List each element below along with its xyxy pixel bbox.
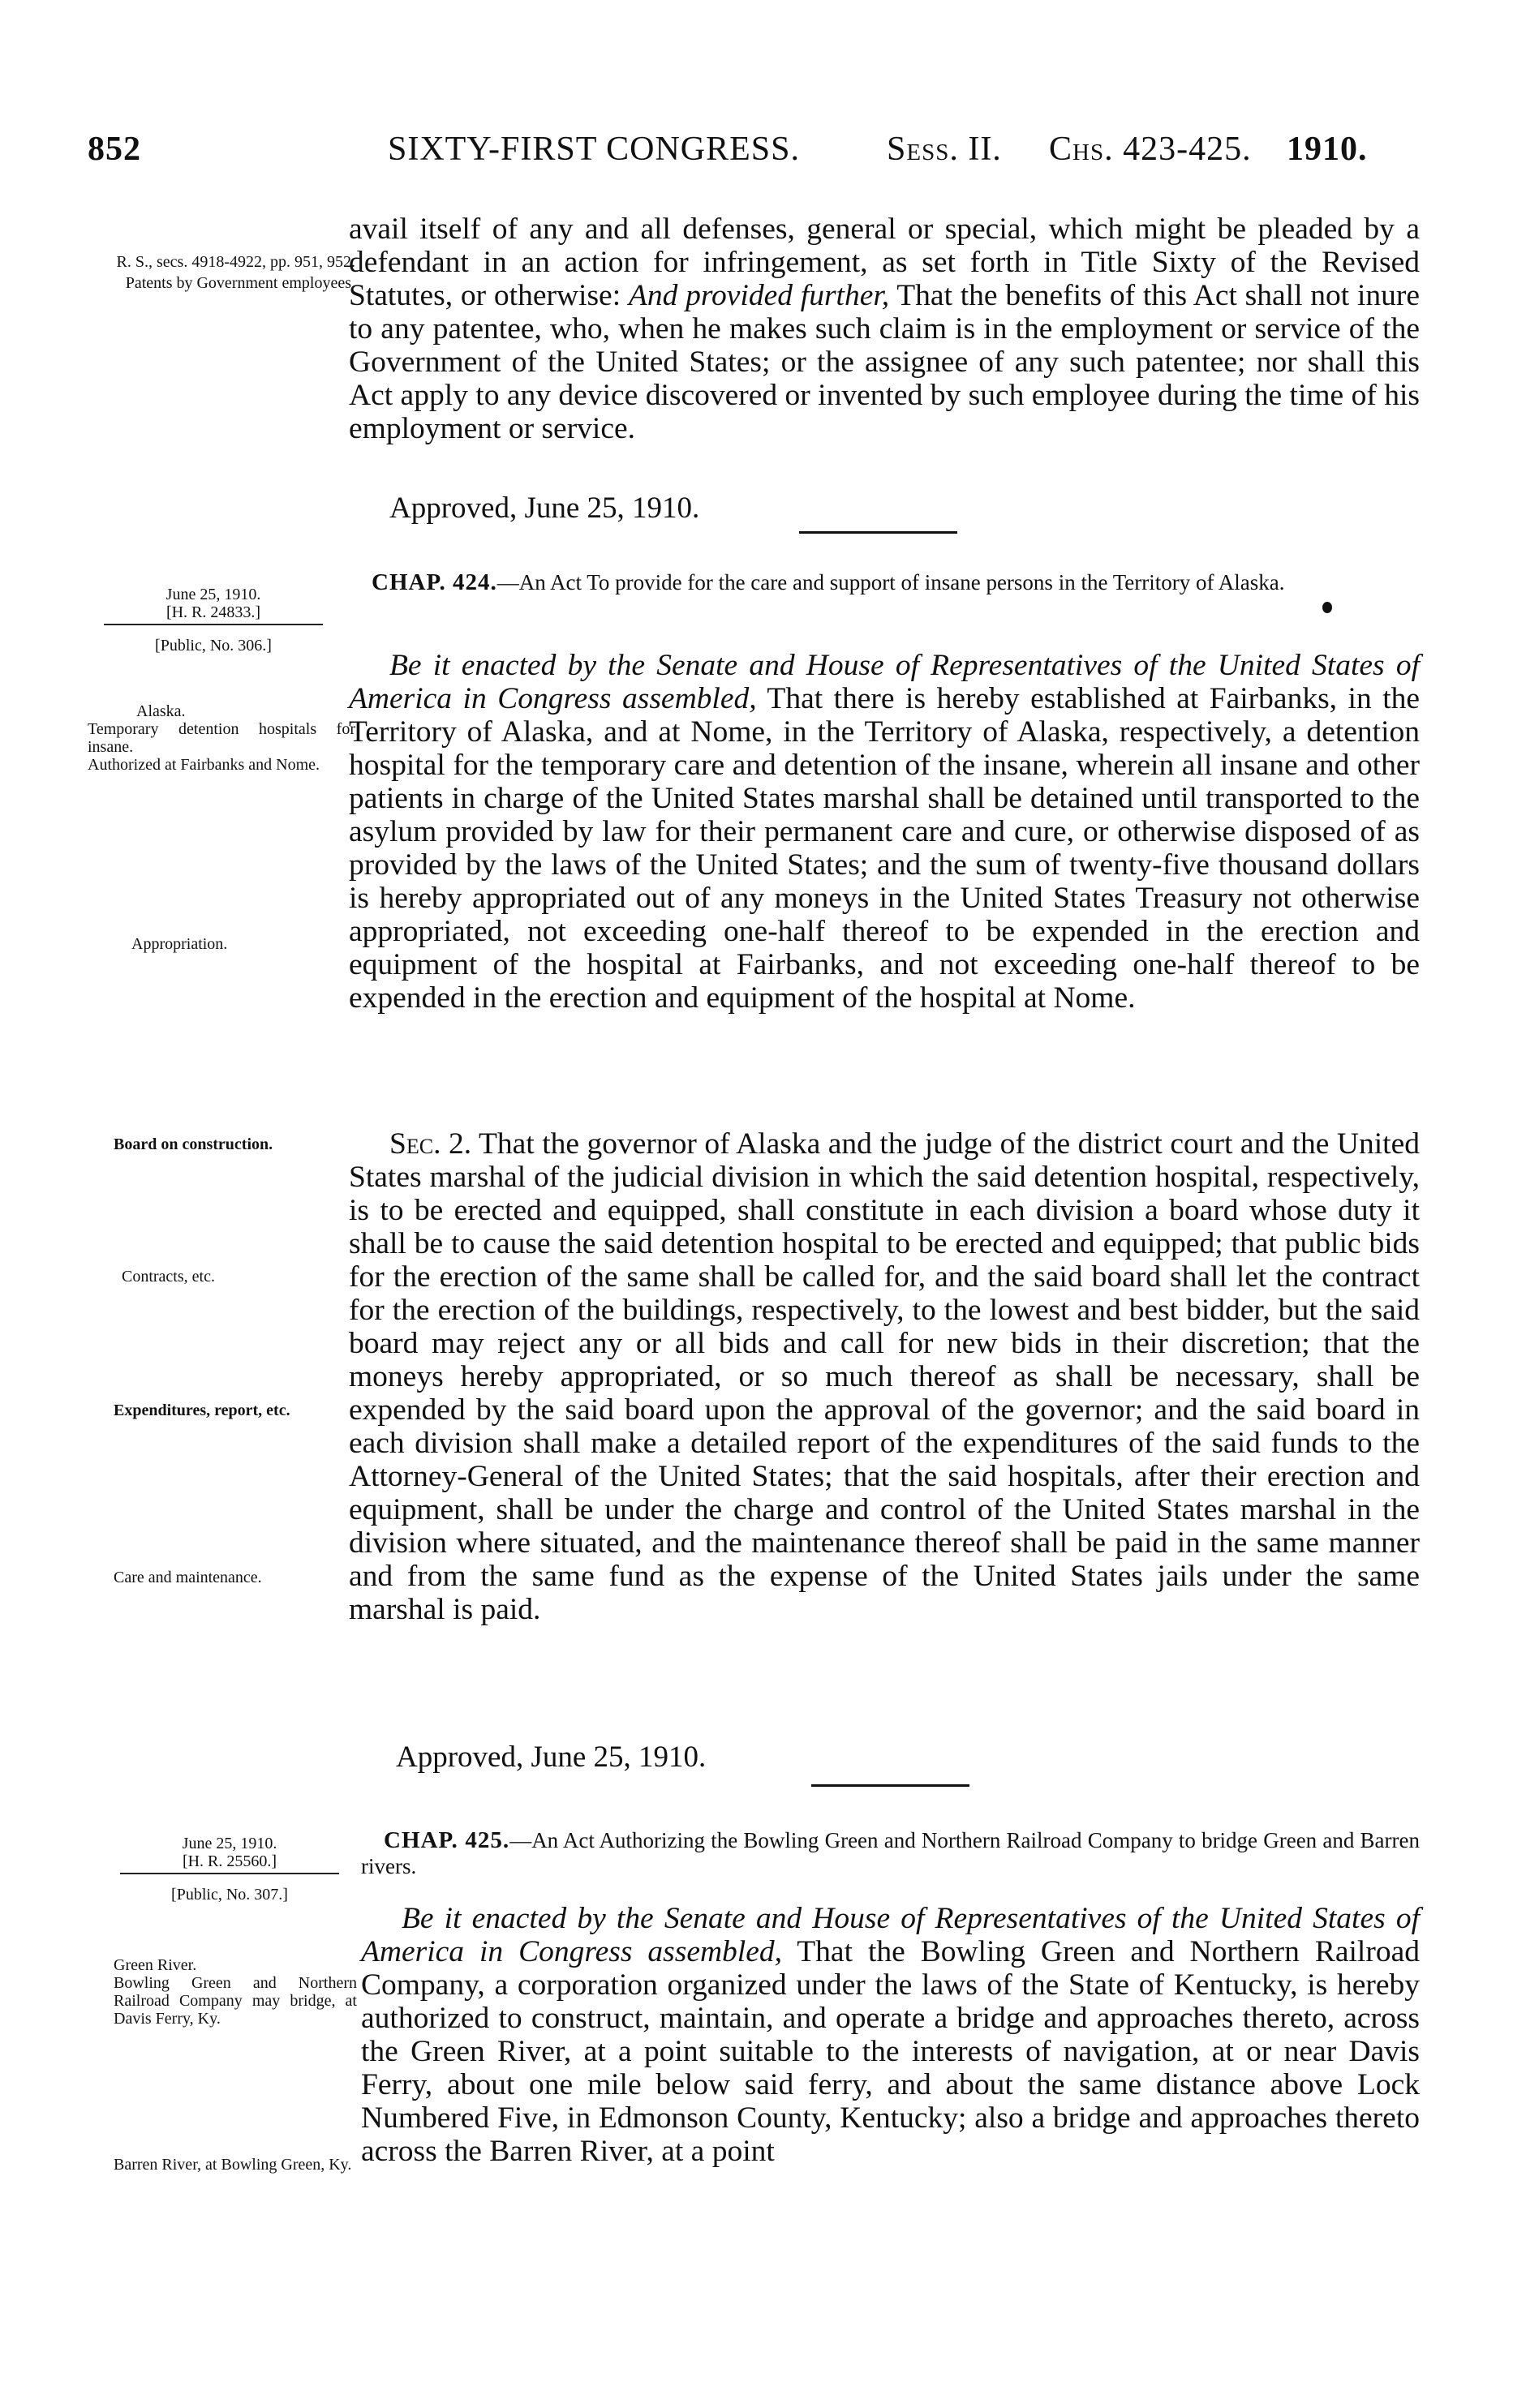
chap-424-sec-2-label: Sec. 2.	[389, 1127, 472, 1161]
margin-note-barren-river	[114, 2156, 357, 2174]
chap-425-enacting-clause: Be it enacted by the Senate and House of Representatives of the United States of America in Congress assembled,	[361, 1902, 1420, 1968]
margin-note-expenditures-text: Expenditures, report, etc.	[114, 1401, 290, 1419]
separator-rule	[799, 531, 957, 534]
margin-note-authorized: Authorized at Fairbanks and Nome.	[88, 756, 320, 774]
chap-424-date: June 25, 1910.	[165, 586, 261, 603]
margin-note-board-text: Board on construction.	[114, 1135, 273, 1153]
continuation-text-2: That the benefits of this Act shall not inure to any patentee, who, when he makes such claim is in the employment or service of the Government of the United States; or the assignee of any such patentee; nor shall this Act apply to any device discovered or invented by such employee during the time of his employment or service.	[349, 279, 1421, 445]
chap-425-sidenotes	[120, 1835, 339, 1904]
approved-line-423: Approved, June 25, 1910.	[389, 491, 700, 525]
separator-rule-2	[811, 1784, 969, 1787]
chap-424-section-1-text: That there is hereby established at Fairbanks, in the Territory of Alaska, and at Nome, in the Territory of Alaska, respectively, a detention hospital for the temporary care and detention of the insane, wherein all insane and other patients in charge of the United States marshal shall be detained until transported to the asylum provided by law for their permanent care and cure, or otherwise disposed of as provided by the laws of the United States; and the sum of twenty-five thousand dollars is hereby appropriated out of any moneys in the United States Treasury not otherwise appropriated, not exceeding one-half thereof to be expended in the erection and equipment of the hospital at Fairbanks, and not exceeding one-half thereof to be expended in the erection and equipment of the hospital at Nome.	[349, 682, 1421, 1015]
margin-note-bowling-green: Bowling Green and Northern Railroad Company may bridge, at Davis Ferry, Ky.	[114, 1974, 357, 2028]
chap-425-date: June 25, 1910.	[182, 1835, 277, 1852]
chapters-label: Chs. 423-425.	[1049, 131, 1252, 168]
margin-note-care-text: Care and maintenance.	[114, 1569, 262, 1586]
chap-424-section-1	[349, 649, 1420, 1015]
chap-424-label: CHAP. 424.	[372, 569, 497, 595]
margin-note-expenditures	[114, 1401, 349, 1419]
continuation-paragraph	[349, 212, 1420, 445]
year-label: 1910.	[1287, 131, 1368, 168]
chap-425-title-text: —An Act Authorizing the Bowling Green and Northern Railroad Company to bridge Green and Barren rivers.	[361, 1828, 1420, 1878]
proviso-italic: And provided further,	[628, 279, 890, 312]
approved-line-424: Approved, June 25, 1910.	[396, 1741, 707, 1774]
margin-note-appropriation-text: Appropriation.	[131, 935, 228, 953]
session-label: Sess. II.	[887, 131, 1002, 168]
chap-425-section-1-text: That the Bowling Green and Northern Railroad Company, a corporation organized under the laws of the State of Kentucky, is hereby authorized to construct, maintain, and operate a bridge and approaches thereto, across the Green River, at a point suitable to the interests of navigation, at or near Davis Ferry, about one mile below said ferry, and about the same distance above Lock Numbered Five, in Edmonson County, Kentucky; also a bridge and approaches thereto across the Barren River, at a point	[361, 1935, 1420, 2168]
ink-dot-mark	[1322, 602, 1332, 613]
margin-note-green-river-text: Green River.	[114, 1956, 197, 1974]
chap-424-section-2	[349, 1127, 1420, 1626]
chap-425-bill: [H. R. 25560.]	[120, 1852, 339, 1874]
congress-title: SIXTY-FIRST CONGRESS.	[388, 131, 800, 168]
chap-424-title	[349, 569, 1420, 595]
margin-note-alaska-text: Alaska.	[136, 702, 186, 720]
chap-425-title	[361, 1827, 1420, 1879]
chap-425-section-1	[361, 1902, 1420, 2168]
chap-424-public-law: [Public, No. 306.]	[155, 637, 272, 655]
chap-424-section-2-text: That the governor of Alaska and the judge of the district court and the United States marshal of the judicial division in which the said detention hospital, respectively, is to be erected and equipped, shall constitute in each division a board whose duty it shall be to cause the said detention hospital to be erected and equipped; that public bids for the erection of the same shall be called for, and the said board shall let the contract for the erection of the buildings, respectively, to the lowest and best bidder, but the said board may reject any or all bids and call for new bids in their discretion; that the moneys hereby appropriated, or so much thereof as shall be necessary, shall be expended by the said board upon the approval of the governor; and the said board in each division shall make a detailed report of the expenditures of the said funds to the Attorney-General of the United States; that the said hospitals, after their erection and equipment, shall be under the charge and control of the United States marshal in the division where situated, and the maintenance thereof shall be paid in the same manner and from the same fund as the expense of the United States jails under the same marshal is paid.	[349, 1127, 1420, 1626]
continuation-text-1: avail itself of any and all defenses, general or special, which might be pleaded by a defendant in an action for infringement, as set forth in Title Sixty of the Revised Statutes, or otherwise:	[349, 212, 1420, 312]
margin-note-contracts	[122, 1268, 349, 1286]
chap-424-bill: [H. R. 24833.]	[104, 603, 323, 625]
chap-424-title-text: —An Act To provide for the care and support of insane persons in the Territory of Alaska.	[496, 570, 1285, 594]
chap-425-label: CHAP. 425.	[384, 1827, 510, 1853]
margin-note-appropriation	[131, 935, 350, 953]
chap-424-enacting-clause: Be it enacted by the Senate and House of Representatives of the United States of America in Congress assembled,	[349, 649, 1420, 715]
margin-note-patents: Patents by Government employees.	[125, 274, 355, 292]
margin-note-green-river	[114, 1956, 357, 2028]
margin-notes-continuation	[88, 253, 355, 292]
page-number: 852	[88, 131, 141, 168]
running-header	[88, 130, 1386, 178]
margin-note-care	[114, 1569, 349, 1586]
chap-425-public-law: [Public, No. 307.]	[171, 1886, 288, 1904]
margin-note-rs-sections: R. S., secs. 4918-4922, pp. 951, 952.	[116, 253, 355, 271]
margin-note-temporary: Temporary detention hospitals for insane.	[88, 720, 355, 756]
chap-424-sidenotes	[104, 586, 323, 655]
margin-note-alaska	[88, 702, 355, 774]
margin-note-contracts-text: Contracts, etc.	[122, 1268, 215, 1286]
margin-note-board	[114, 1135, 357, 1153]
margin-note-barren-river-text: Barren River, at Bowling Green, Ky.	[114, 2156, 352, 2174]
